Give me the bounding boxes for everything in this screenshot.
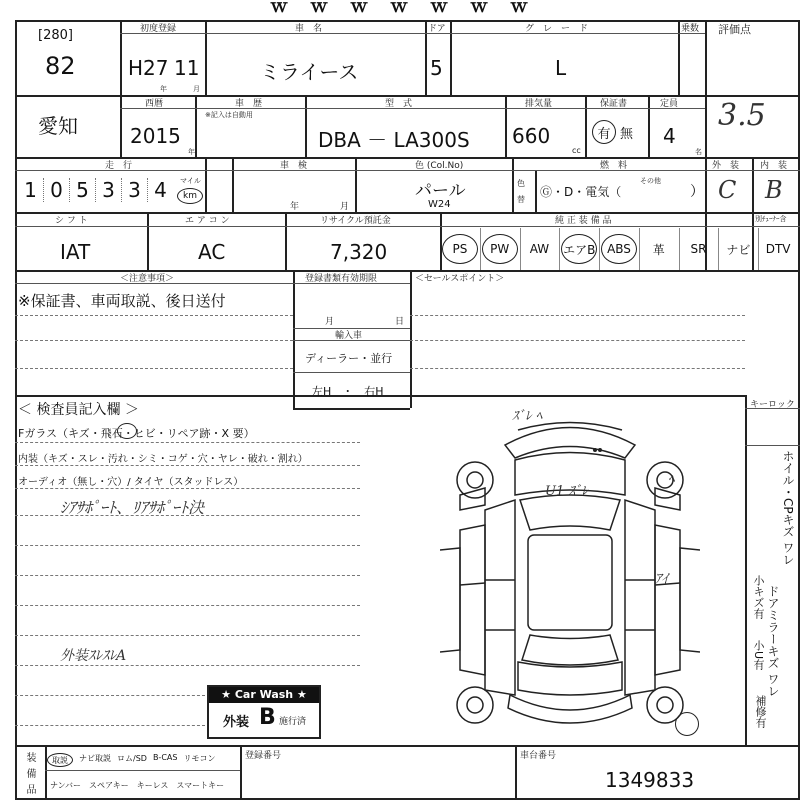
displacement: 660 [512, 124, 551, 148]
notes-text: ※保証書、車両取説、後日送付 [18, 292, 226, 310]
equipment-7: ナビ [726, 242, 751, 257]
footer-items-row1: 取説 ナビ取説 ロム/SD B-CAS リモコン [47, 753, 215, 767]
model: DBA － LA300S [318, 128, 470, 152]
equipment-3: エアB [561, 234, 597, 264]
first-reg-label: 初度登録 [140, 24, 177, 34]
capacity: 4 [663, 124, 676, 148]
equipment-6: SR [690, 242, 707, 256]
right-vertical-1: ホイル・CPキズ ワレ [781, 450, 795, 566]
right-vertical-2: ドアミラーキズ ワレ [766, 585, 780, 697]
sheet-title: ｗ ｗ ｗ ｗ ｗ ｗ ｗ [270, 0, 530, 17]
lot-number: 82 [45, 52, 76, 80]
diagram-note-top: ｽﾞﾚ ﾍ [512, 409, 543, 424]
air-conditioner: AC [198, 240, 226, 264]
color: パール [415, 181, 466, 201]
mileage: 1 0 5 3 3 4 [18, 178, 173, 202]
dealer-option: ディーラー・並行 [305, 352, 393, 365]
warranty-yes: 有 [592, 120, 616, 144]
footer-label: 装備品 [24, 752, 35, 800]
inspector-note-1: ｼｱｻﾎﾟｰﾄ、ﾘｱｻﾎﾟｰﾄ決 [60, 498, 205, 517]
equipment-2: AW [529, 242, 550, 256]
equipment-list [440, 228, 798, 270]
region: 愛知 [38, 114, 78, 138]
equipment-divider [679, 228, 680, 270]
chassis-number: 1349833 [605, 768, 695, 792]
score: 3.5 [718, 98, 766, 133]
diagram-note-side: ﾍ [668, 472, 675, 487]
recycle-fee: 7,320 [330, 240, 388, 264]
doors: 5 [430, 56, 443, 80]
interior-grade: B [765, 176, 783, 204]
fuel: Ⓖ・D・電気（ [540, 185, 622, 199]
inspector-note-2: 外装ｽﾚｽﾚA [60, 648, 127, 664]
inspector-label: ＜ 検査員記入欄 ＞ [18, 402, 139, 418]
lot-label: [280] [38, 28, 73, 43]
equipment-divider [599, 228, 600, 270]
shift: IAT [60, 240, 91, 264]
equipment-divider [480, 228, 481, 270]
first-reg-year: H27 [128, 56, 169, 80]
equipment-divider [639, 228, 640, 270]
equipment-divider [559, 228, 560, 270]
equipment-4: ABS [601, 234, 637, 264]
grade: L [555, 56, 567, 80]
score-label: 評価点 [718, 23, 751, 36]
car-name: ミライース [260, 60, 359, 84]
km-unit: km [177, 188, 203, 204]
equipment-1: PW [482, 234, 518, 264]
equipment-divider [758, 228, 759, 270]
car-name-label: 車 名 [295, 24, 323, 34]
equipment-0: PS [442, 234, 478, 264]
steering-option: 左H ・ 右H [312, 385, 384, 398]
exterior-grade: C [718, 176, 737, 204]
door-label: ドア [428, 24, 446, 34]
diagram-note-mid: U1 ｽﾞﾚ [545, 484, 588, 499]
grade-label: グ レ ー ド [525, 24, 589, 34]
equipment-8: DTV [765, 242, 791, 256]
equipment-5: 革 [652, 242, 665, 257]
equipment-divider [718, 228, 719, 270]
footer-items-row2: ナンバー スペアキー キーレス スマートキー [50, 781, 225, 790]
first-reg-month: 11 [174, 56, 200, 80]
west-year: 2015 [130, 124, 181, 148]
color-code: W24 [428, 199, 451, 210]
car-wash-stamp: ★ Car Wash ★ 外装 B 施行済 [207, 685, 321, 739]
equipment-divider [520, 228, 521, 270]
seats-label: 乗数 [681, 24, 700, 34]
diagram-note-door: ｱｲ [655, 572, 668, 587]
